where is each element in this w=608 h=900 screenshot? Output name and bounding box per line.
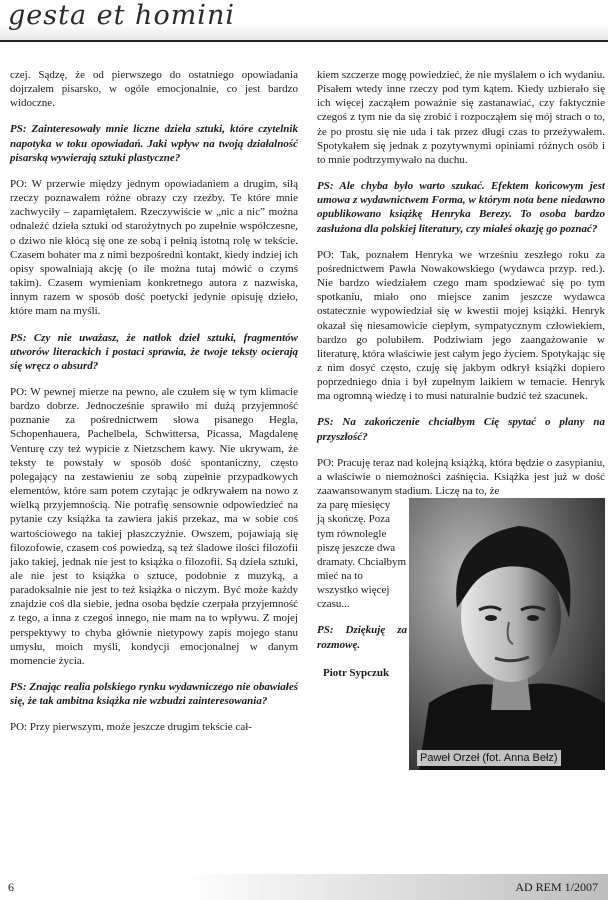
author-photo [409, 498, 605, 770]
question-paragraph: PS: Ale chyba było warto szukać. Efektem końcowym jest umowa z wydawnictwem Forma, w którym nota bene niedawno opublikowano książkę Henryka Berezy. To osoba bardzo zasłużona dla polskiej literatury, czy miałeś okazję go poznać? [317, 180, 605, 235]
answer-paragraph: PO: W pewnej mierze na pewno, ale czułem się w tym klimacie bardzo dobrze. Jednocześnie sprawiło mi dużą przyjemność poznanie za pośrednictwem słowa pisanego Hegla, Schopenhauera, Pachelbela, Schwittersa, Picassa, Magdalenę Venturę czy też wypicie z Nietzschem kawy. Nie ukrywam, że teksty te powstały w sposób dość spontaniczny, często polegający na zestawieniu ze sobą zupełnie przypadkowych elementów, które sam potem czytając je odkrywałem na nowo z wielką przyjemnością. Nie potrafię sensownie odpowiedzieć na pytanie czy książka ta zawiera jakiś przekaz, ma w sobie coś wartościowego na takiej płaszczyźnie. Owszem, pojawiają się filozofowie, czasem coś powiedzą, są też śladowe ilości filozofii jako takiej, jednak nie jest to książka o filozofii. Są dzieła sztuki, ale nie jest to książka o sztuce, podobnie z muzyką, a paradoksalnie nie jest to też książka o niczym. Być może każdy znajdzie coś dla siebie, jedna osoba będzie czerpała przyjemność z tego, a inna z czegoś innego, nie mam na to wpływu. Z mojej perspektywy to chyba głównie nietypowy zapis mojego stanu umysłu, moich myśli, kondycji emocjonalnej w danym momencie życia. [10, 385, 298, 667]
page-footer [0, 874, 608, 900]
page-number: 6 [8, 880, 14, 894]
text-line: ją skończę. Poza [317, 513, 390, 526]
section-title: gesta et homini [8, 0, 235, 31]
text-line: dramaty. Chciałbym [317, 555, 407, 568]
text-line: za parę miesięcy [317, 499, 391, 512]
right-column [317, 68, 605, 765]
photo-wrap-block [317, 498, 605, 765]
question-paragraph: PS: Znając realia polskiego rynku wydawniczego nie obawiałeś się, że tak ambitna książka nie wzbudzi zainteresowania? [10, 681, 298, 708]
portrait-image [409, 498, 605, 770]
answer-paragraph: PO: Tak, poznałem Henryka we wrześniu zeszłego roku za pośrednictwem Pawła Nowakowskiego (wydawca przyp. red.). Nie bardzo wiedziałem czego mam spodziewać się po tym spotkaniu, miało ono miejsce zanim jeszcze wydawca ostatecznie wypowiedział się w kwestii mojej książki. Henryk okazał się niesamowicie ciepłym, sympatycznym człowiekiem, bardzo go polubiłem. Podziwiam jego zaangażowanie w literaturę, która właściwie jest całym jego życiem. Spotykając się z nim dosyć często, czuję się jakbym odkrył książki dopiero poprzedniego dnia i był zupełnym laikiem w temacie. Henryk ma ogromną wiedzę i to musi naturalnie budzić też szacunek. [317, 248, 605, 403]
issue-label: AD REM 1/2007 [515, 880, 598, 894]
answer-paragraph: PO: Pracuję teraz nad kolejną książką, która będzie o zasypianiu, a właściwie o niemożności zaśnięcia. Książka jest już w dość zaawansowanym stadium. Liczę na to, że [317, 456, 605, 498]
question-paragraph: PS: Zainteresowały mnie liczne dzieła sztuki, które czytelnik napotyka w toku opowiadań. Jaki wpływ na twoją działalność pisarską wywierają sztuki plastyczne? [10, 123, 298, 164]
photo-caption: Paweł Orzeł (fot. Anna Bełz) [417, 750, 561, 766]
text-line: mieć na to [317, 570, 363, 582]
answer-paragraph: PO: W przerwie między jednym opowiadaniem a drugim, siłą rzeczy poznawałem różne obrazy czy rzeźby. Te które mnie zachwyciły – zapamiętałem. Rzeczywiście w „nic a nic” można odnaleźć dzieła sztuki od starożytnych po zupełnie współczesne, o dziwo nie kłócą się one ze sobą i pełnią istotną rolę w tekście. Czasem bohater ma z nimi bezpośredni kontakt, kiedy indziej ich opisy spowalniają akcję (o ile można tutaj mówić o czymś takim). Czasem wymieniam konkretnego autora z nazwiska, innym razem w sposób dość poetycki jedynie opisuję dzieło, które mam na myśli. [10, 177, 298, 318]
left-column [10, 68, 298, 747]
text-line: czasu... [317, 598, 350, 611]
text-line: wszystko więcej [317, 584, 390, 597]
question-paragraph: PS: Czy nie uważasz, że natłok dzieł sztuki, fragmentów utworów literackich i postaci sprawia, że twoje teksty ocierają się wręcz o absurd? [10, 331, 298, 372]
masthead [0, 0, 608, 42]
text-line: piszę jeszcze dwa [317, 541, 396, 554]
question-paragraph: PS: Na zakończenie chciałbym Cię spytać o plany na przyszłość? [317, 416, 605, 443]
answer-paragraph: czej. Sądzę, że od pierwszego do ostatniego opowiadania dojrzałem pisarsko, w ogóle emocjonalnie, co jest bardzo widoczne. [10, 69, 298, 110]
text-line: tym równolegle [317, 527, 387, 540]
article-author: Piotr Sypczuk [323, 666, 390, 679]
answer-paragraph: PO: Przy pierwszym, może jeszcze drugim tekście cał- [10, 721, 252, 734]
answer-paragraph: kiem szczerze mogę powiedzieć, że nie myślałem o ich wydaniu. Pisałem wtedy inne rzeczy pod tym kątem. Kiedy uzbierało się ich więcej zacząłem poważnie się zastanawiać, czy faktycznie czegoś z tym nie da się zrobić i rozpocząłem się mój strach o to, że po prostu się nie uda i tak przez długi czas to przeżywałem. Spotykałem się jednak z pozytywnymi opiniami różnych osób i to mnie podtrzymywało na duchu. [317, 69, 605, 166]
closing-question: PS: Dziękuję za rozmowę. [317, 624, 407, 651]
